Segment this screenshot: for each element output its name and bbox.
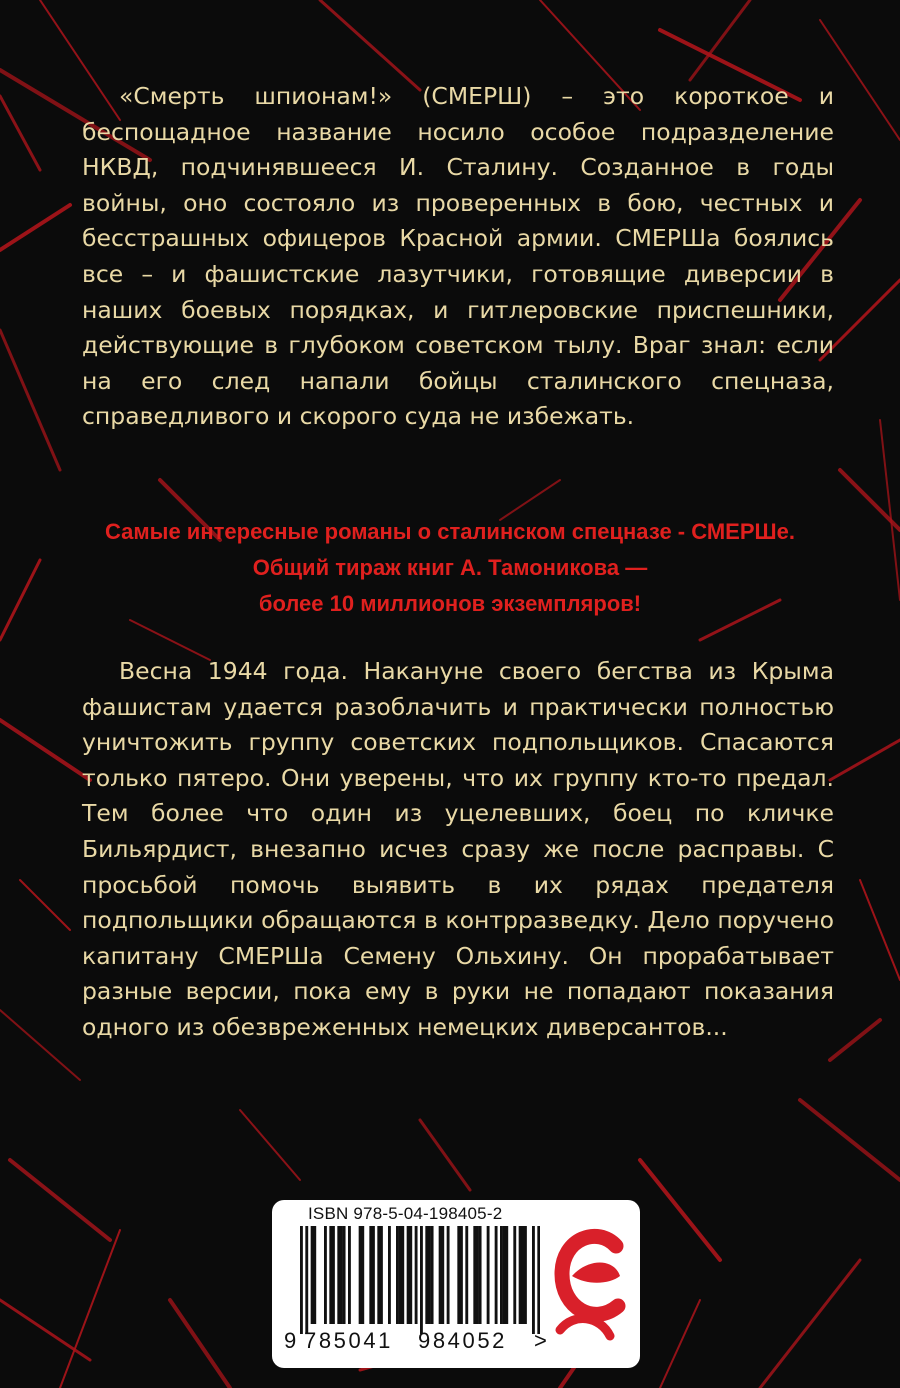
- barcode-digit-first: 9: [284, 1328, 297, 1353]
- barcode-bar: [503, 1226, 506, 1324]
- barcode-bar: [377, 1226, 380, 1324]
- barcode-bar: [300, 1226, 303, 1334]
- promo-block: [60, 514, 840, 622]
- barcode-bar: [532, 1226, 535, 1334]
- barcode-bar: [441, 1226, 444, 1324]
- scratch-stroke: [830, 740, 900, 780]
- scratch-stroke: [0, 330, 60, 470]
- barcode-bar: [396, 1226, 399, 1324]
- promo-line-3: более 10 миллионов экземпляров!: [258, 591, 642, 616]
- scratch-stroke: [880, 420, 900, 600]
- barcode-bar: [372, 1226, 375, 1324]
- promo-line-1: Самые интересные романы о сталинском спецназе - СМЕРШе.: [105, 519, 795, 544]
- scratch-stroke: [0, 560, 40, 640]
- barcode-bar: [473, 1226, 476, 1324]
- scratch-stroke: [860, 880, 900, 980]
- barcode-bar: [407, 1226, 410, 1324]
- barcode-bar: [415, 1226, 418, 1324]
- scratch-stroke: [420, 1120, 470, 1190]
- scratch-stroke: [0, 205, 70, 250]
- scratch-stroke: [640, 1160, 720, 1260]
- barcode-digits-right: 984052: [418, 1328, 508, 1353]
- barcode-bar: [487, 1226, 490, 1324]
- barcode-bar: [343, 1226, 346, 1324]
- barcode-bar: [313, 1226, 316, 1324]
- barcode-bar: [457, 1226, 460, 1324]
- scratch-stroke: [240, 1110, 300, 1180]
- barcode-bar: [476, 1226, 479, 1324]
- scratch-stroke: [800, 1100, 900, 1180]
- description-bottom: Весна 1944 года. Накануне своего бегства из Крыма фашистам удается разоблачить и практически полностью уничтожить группу советских подпольщиков. Спасаются только пятеро. Они уверены, что их группу кто-то предал. Тем более что один из уцелевших, боец по кличке Бильярдист, внезапно исчез сразу же после расправы. С просьбой помочь выявить в их рядах предателя подпольщики обращаются в контрразведку. Дело поручено капитану СМЕРШа Семену Ольхину. Он прорабатывает разные версии, пока ему в руки не попадают показания одного из обезвреженных немецких диверсантов...: [82, 657, 834, 1041]
- scratch-stroke: [60, 1230, 120, 1388]
- barcode-digits-left: 785041: [304, 1328, 394, 1353]
- barcode-bar: [369, 1226, 372, 1324]
- barcode-bar: [420, 1226, 423, 1334]
- barcode-quiet-zone-mark: >: [534, 1328, 547, 1353]
- barcode-bar: [447, 1226, 450, 1324]
- barcode-bar: [359, 1226, 362, 1324]
- barcode-bar: [495, 1226, 498, 1324]
- barcode-bar: [324, 1226, 327, 1324]
- barcode-bar: [431, 1226, 434, 1324]
- promo-line-2: Общий тираж книг А. Тамоникова —: [252, 555, 648, 580]
- description-top: «Смерть шпионам!» (СМЕРШ) – это короткое и беспощадное название носило особое подразделение НКВД, подчинявшееся И. Сталину. Созданное в годы войны, оно состояло из проверенных в бою, честных и бесстрашных офицеров Красной армии. СМЕРШа боялись все – и фашистские лазутчики, готовящие диверсии в наших боевых порядках, и гитлеровские приспешники, действующие в глубоком советском тылу. Враг знал: если на его след напали бойцы сталинского спецназа, справедливого и скорого суда не избежать.: [82, 82, 834, 431]
- barcode-bar: [500, 1226, 503, 1324]
- barcode-bar: [537, 1226, 540, 1334]
- barcode-bar: [332, 1226, 335, 1324]
- scratch-stroke: [20, 880, 70, 930]
- scratch-stroke: [0, 96, 40, 170]
- eksmo-logo-icon: [554, 1212, 628, 1352]
- barcode-bar: [401, 1226, 404, 1324]
- barcode-bar: [428, 1226, 431, 1324]
- scratch-stroke: [0, 1010, 80, 1080]
- barcode-bar: [513, 1226, 516, 1324]
- barcode-bar: [311, 1226, 314, 1324]
- scratch-stroke: [840, 470, 900, 530]
- barcode-bar: [388, 1226, 391, 1324]
- barcode-bars: [300, 1226, 540, 1334]
- barcode-bar: [505, 1226, 508, 1324]
- scratch-stroke: [320, 0, 420, 90]
- barcode-bar: [425, 1226, 428, 1324]
- barcode-bar: [465, 1226, 468, 1324]
- scratch-stroke: [0, 1300, 90, 1360]
- barcode-bar: [460, 1226, 463, 1324]
- barcode-bar: [409, 1226, 412, 1324]
- scratch-stroke: [660, 1300, 700, 1388]
- scratch-stroke: [830, 1020, 880, 1060]
- barcode-bar: [337, 1226, 340, 1324]
- barcode-bar: [479, 1226, 482, 1324]
- scratch-stroke: [690, 0, 750, 80]
- barcode-bar: [305, 1226, 308, 1334]
- barcode-bar: [521, 1226, 524, 1324]
- barcode-bar: [340, 1226, 343, 1324]
- barcode-bar: [519, 1226, 522, 1324]
- barcode-panel: [272, 1200, 640, 1368]
- isbn-label: ISBN 978-5-04-198405-2: [308, 1204, 503, 1223]
- scratch-stroke: [0, 720, 90, 780]
- scratch-stroke: [10, 1160, 110, 1240]
- barcode-bar: [348, 1226, 351, 1324]
- scratch-stroke: [760, 1260, 860, 1388]
- barcode-bar: [329, 1226, 332, 1324]
- barcode-bar: [439, 1226, 442, 1324]
- barcode-bar: [399, 1226, 402, 1324]
- barcode-bar: [361, 1226, 364, 1324]
- scratch-stroke: [170, 1300, 230, 1388]
- barcode-bar: [380, 1226, 383, 1324]
- barcode-bar: [524, 1226, 527, 1324]
